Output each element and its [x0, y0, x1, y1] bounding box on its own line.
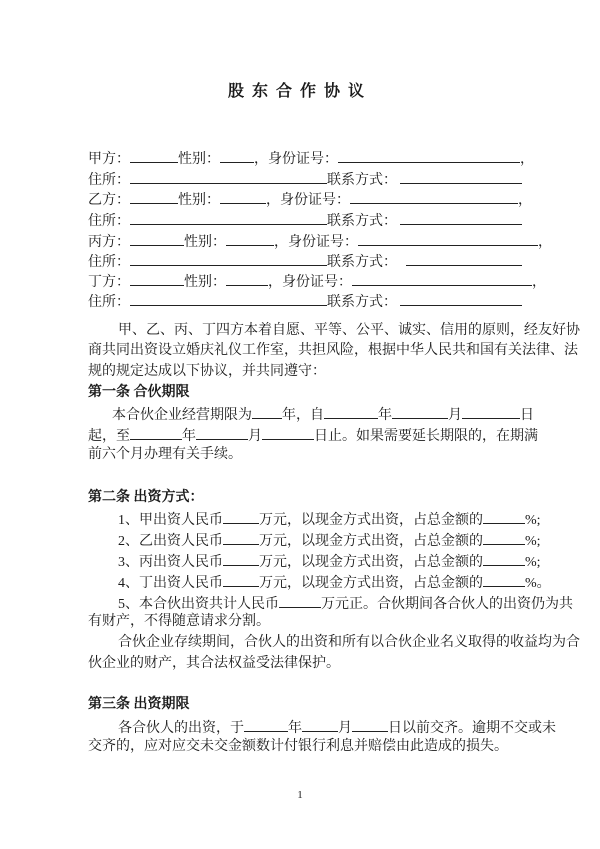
- text: %。: [525, 576, 551, 591]
- start-day-blank[interactable]: [462, 404, 520, 419]
- intro-line: 甲、乙、丙、丁四方本着自愿、平等、公平、诚实、信用的原则，经友好协: [118, 323, 580, 338]
- text: 年: [182, 429, 196, 444]
- contribution-total: [118, 593, 573, 611]
- intro-line: 规的规定达成以下协议，并共同遵守：: [88, 364, 326, 379]
- text: 2、乙出资人民币: [118, 534, 223, 549]
- contact-label: 联系方式：: [327, 214, 397, 229]
- text: 月: [248, 429, 262, 444]
- text: 万元，以现金方式出资，占总金额的: [259, 555, 483, 570]
- address-row-jia: [88, 169, 522, 187]
- address-label: 住所：: [88, 214, 130, 229]
- gender-label: 性别：: [184, 275, 226, 290]
- gender-blank[interactable]: [226, 271, 268, 286]
- address-label: 住所：: [88, 173, 130, 188]
- contact-label: 联系方式：: [327, 295, 397, 310]
- id-blank[interactable]: [350, 189, 518, 204]
- article3-line: [118, 717, 556, 735]
- text: %;: [525, 534, 541, 549]
- text: 4、丁出资人民币: [118, 576, 223, 591]
- name-blank[interactable]: [130, 148, 178, 163]
- year-blank[interactable]: [244, 717, 288, 732]
- percent-blank[interactable]: [483, 572, 525, 587]
- address-row-bing: [88, 251, 522, 269]
- page-number: 1: [297, 789, 303, 801]
- text: %;: [525, 513, 541, 528]
- article3-heading: 第三条 出资期限: [88, 697, 190, 712]
- text: 本合伙企业经营期限为: [112, 408, 252, 423]
- id-blank[interactable]: [338, 148, 520, 163]
- party-row-jia: [88, 148, 534, 166]
- amount-blank[interactable]: [223, 509, 259, 524]
- article3-line: 交齐的，应对应交未交金额数计付银行利息并赔偿由此造成的损失。: [88, 739, 508, 754]
- years-blank[interactable]: [252, 404, 282, 419]
- contact-blank[interactable]: [406, 251, 522, 266]
- end-year-blank[interactable]: [130, 425, 182, 440]
- article1-line: [88, 425, 538, 443]
- amount-blank[interactable]: [223, 572, 259, 587]
- day-blank[interactable]: [352, 717, 388, 732]
- document-title: 股东合作协议: [227, 83, 372, 100]
- text: 日以前交齐。逾期不交或未: [388, 721, 556, 736]
- address-blank[interactable]: [130, 251, 327, 266]
- party-label: 乙方：: [88, 193, 130, 208]
- amount-blank[interactable]: [223, 551, 259, 566]
- party-row-yi: [88, 189, 532, 207]
- name-blank[interactable]: [130, 231, 184, 246]
- contact-blank[interactable]: [400, 291, 522, 306]
- text: 万元正。合伙期间各合伙人的出资仍为共: [321, 597, 573, 612]
- total-blank[interactable]: [279, 593, 321, 608]
- address-row-yi: [88, 210, 522, 228]
- contribution-item: [118, 572, 551, 590]
- party-row-ding: [88, 271, 546, 289]
- contribution-item: [118, 530, 541, 548]
- gender-blank[interactable]: [226, 231, 274, 246]
- id-label: ，身份证号：: [266, 193, 350, 208]
- text: 起，至: [88, 429, 130, 444]
- text: 日: [520, 408, 534, 423]
- text: %;: [525, 555, 541, 570]
- paragraph-line: 有财产，不得随意请求分割。: [88, 614, 270, 629]
- party-label: 甲方：: [88, 152, 130, 167]
- amount-blank[interactable]: [223, 530, 259, 545]
- address-label: 住所：: [88, 255, 130, 270]
- contact-blank[interactable]: [400, 169, 522, 184]
- party-row-bing: [88, 231, 552, 249]
- text: 日止。如果需要延长期限的，在期满: [314, 429, 538, 444]
- contact-blank[interactable]: [400, 210, 522, 225]
- contribution-item: [118, 551, 541, 569]
- text: 月: [338, 721, 352, 736]
- article1-line: 前六个月办理有关手续。: [88, 447, 242, 462]
- name-blank[interactable]: [130, 271, 184, 286]
- id-label: ，身份证号：: [274, 235, 358, 250]
- comma: ，: [518, 193, 532, 208]
- id-label: ，身份证号：: [254, 152, 338, 167]
- percent-blank[interactable]: [483, 509, 525, 524]
- article1-line: [112, 404, 534, 422]
- text: 年: [288, 721, 302, 736]
- text: 5、本合伙出资共计人民币: [118, 597, 279, 612]
- start-month-blank[interactable]: [392, 404, 448, 419]
- article2-heading: 第二条 出资方式：: [88, 490, 204, 505]
- name-blank[interactable]: [130, 189, 178, 204]
- text: 3、丙出资人民币: [118, 555, 223, 570]
- paragraph-line: 合伙企业存续期间，合伙人的出资和所有以合伙企业名义取得的收益均为合: [118, 635, 580, 650]
- start-year-blank[interactable]: [324, 404, 378, 419]
- id-label: ，身份证号：: [268, 275, 352, 290]
- contact-label: 联系方式：: [327, 255, 397, 270]
- address-blank[interactable]: [130, 169, 327, 184]
- paragraph-line: 伙企业的财产，其合法权益受法律保护。: [88, 656, 340, 671]
- gender-label: 性别：: [178, 193, 220, 208]
- intro-line: 商共同出资设立婚庆礼仪工作室，共担风险，根据中华人民共和国有关法律、法: [88, 343, 578, 358]
- id-blank[interactable]: [352, 271, 532, 286]
- id-blank[interactable]: [358, 231, 538, 246]
- article1-heading: 第一条 合伙期限: [88, 385, 190, 400]
- text: 1、甲出资人民币: [118, 513, 223, 528]
- text: 万元，以现金方式出资，占总金额的: [259, 534, 483, 549]
- percent-blank[interactable]: [483, 551, 525, 566]
- address-blank[interactable]: [130, 210, 327, 225]
- gender-blank[interactable]: [220, 148, 254, 163]
- gender-label: 性别：: [184, 235, 226, 250]
- text: 年，自: [282, 408, 324, 423]
- address-label: 住所：: [88, 295, 130, 310]
- contact-label: 联系方式：: [327, 173, 397, 188]
- gender-label: 性别：: [178, 152, 220, 167]
- month-blank[interactable]: [302, 717, 338, 732]
- address-blank[interactable]: [130, 291, 327, 306]
- contribution-item: [118, 509, 541, 527]
- comma: ，: [532, 275, 546, 290]
- end-day-blank[interactable]: [262, 425, 314, 440]
- text: 万元，以现金方式出资，占总金额的: [259, 513, 483, 528]
- text: 月: [448, 408, 462, 423]
- end-month-blank[interactable]: [196, 425, 248, 440]
- party-label: 丙方：: [88, 235, 130, 250]
- party-label: 丁方：: [88, 275, 130, 290]
- address-row-ding: [88, 291, 522, 309]
- gender-blank[interactable]: [220, 189, 266, 204]
- text: 万元，以现金方式出资，占总金额的: [259, 576, 483, 591]
- text: 年: [378, 408, 392, 423]
- percent-blank[interactable]: [483, 530, 525, 545]
- comma: ，: [538, 235, 552, 250]
- text: 各合伙人的出资，于: [118, 721, 244, 736]
- comma: ，: [520, 152, 534, 167]
